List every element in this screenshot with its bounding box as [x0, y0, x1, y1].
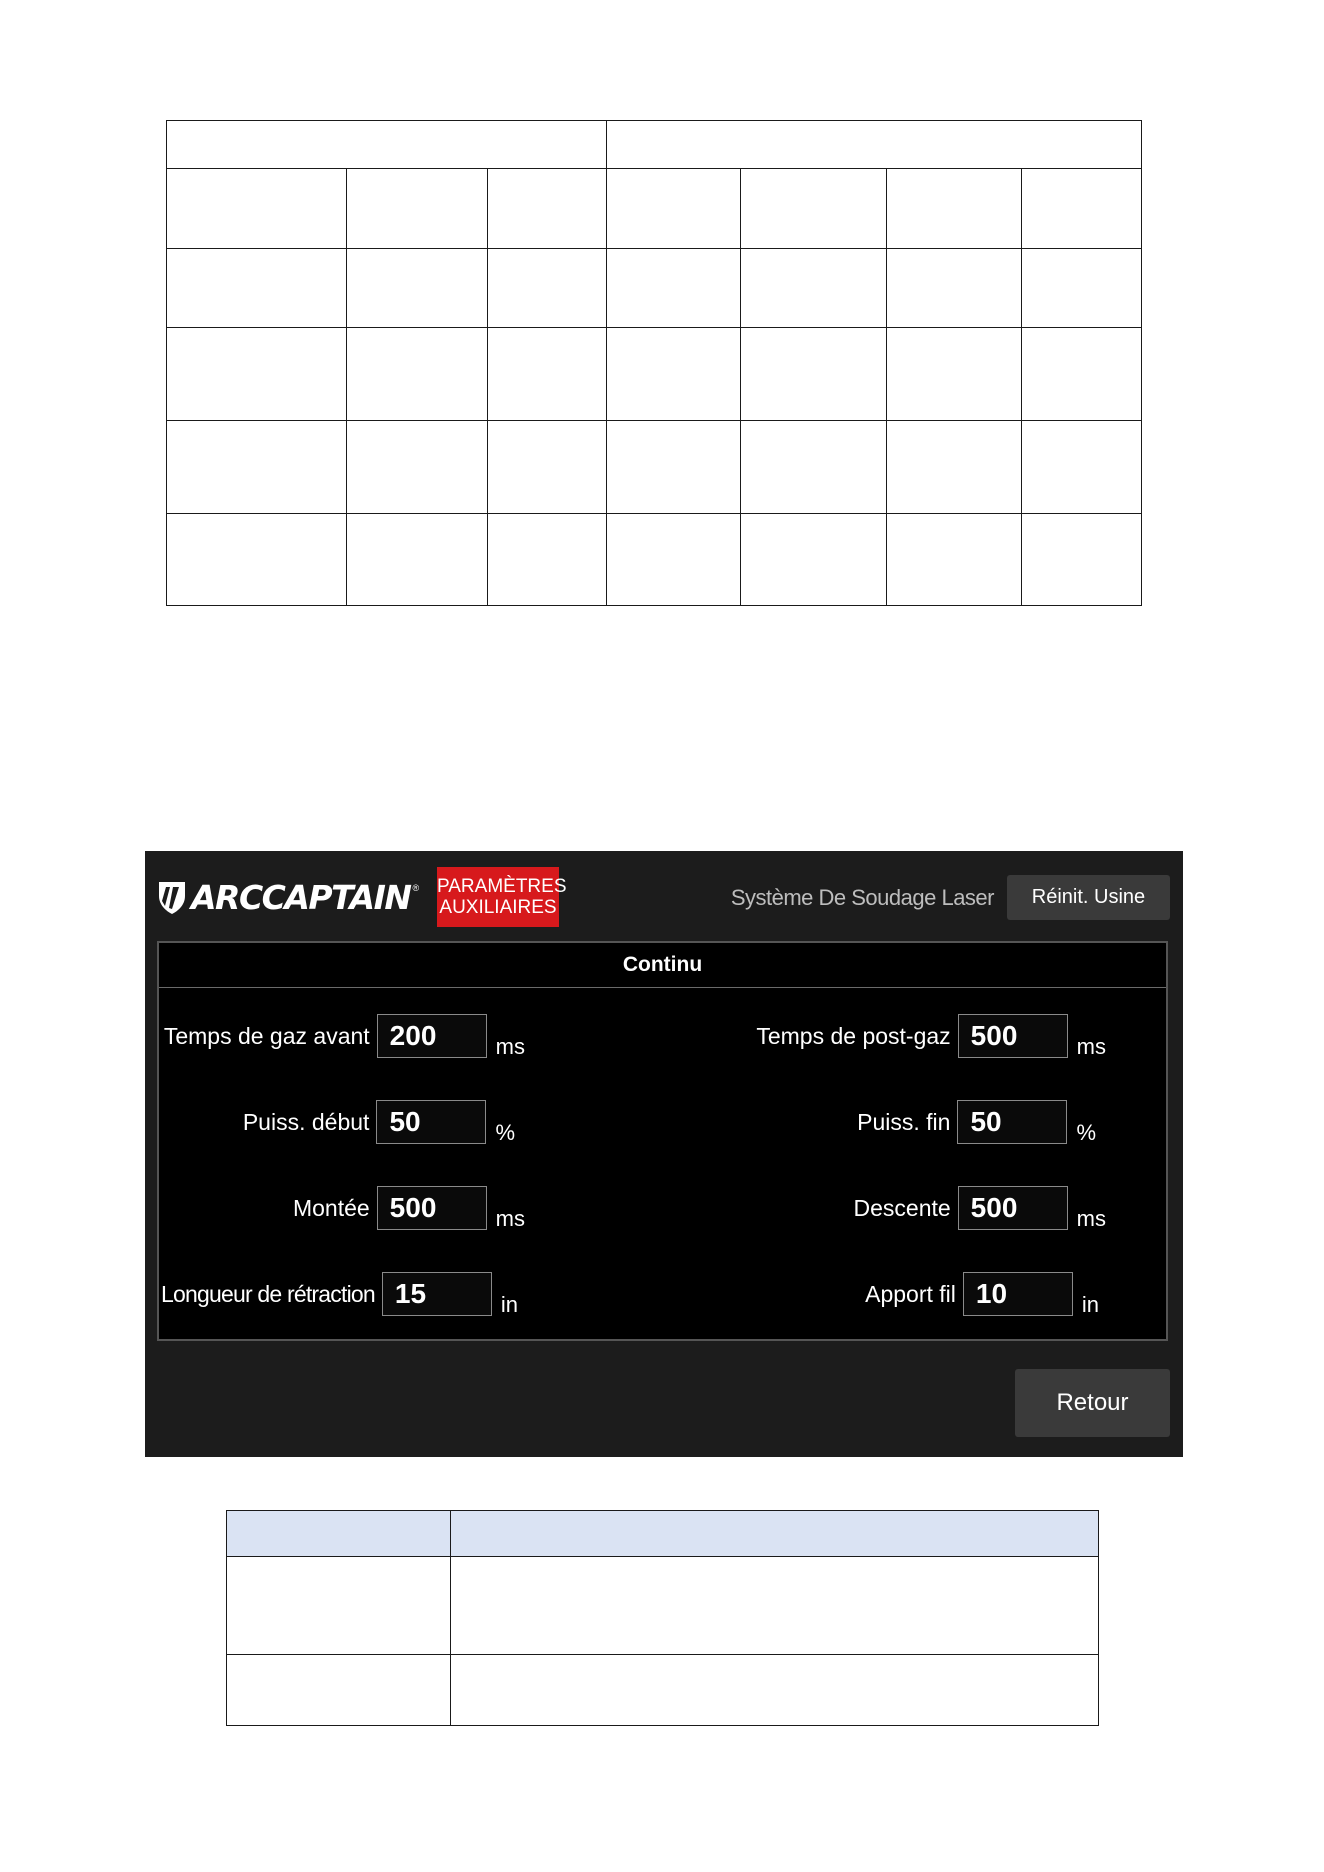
- table-row: [167, 249, 1142, 328]
- table-cell: [741, 169, 887, 249]
- param-ramp-down: [854, 1185, 1107, 1231]
- param-unit: in: [1081, 1292, 1099, 1317]
- param-label: Temps de gaz avant: [163, 1022, 370, 1049]
- param-value-field[interactable]: 500: [958, 1186, 1068, 1230]
- param-label: Puiss. début: [242, 1108, 370, 1135]
- table-cell: [607, 421, 741, 514]
- table-cell: [167, 121, 607, 169]
- param-unit: ms: [495, 1034, 525, 1059]
- table-cell: [607, 249, 741, 328]
- param-retraction-length: [161, 1271, 518, 1317]
- table-cell: [347, 169, 488, 249]
- param-unit: %: [1076, 1120, 1096, 1145]
- table-header-cell: [451, 1511, 1099, 1557]
- param-value-field[interactable]: 500: [958, 1014, 1068, 1058]
- table-row: [167, 169, 1142, 249]
- brand-logo: [157, 877, 419, 917]
- param-value-field[interactable]: 10: [963, 1272, 1073, 1316]
- param-label: Puiss. fin: [857, 1108, 951, 1135]
- back-button[interactable]: Retour: [1015, 1369, 1170, 1437]
- param-value-field[interactable]: 200: [377, 1014, 487, 1058]
- table-cell: [347, 328, 488, 421]
- param-unit: ms: [495, 1206, 525, 1231]
- param-unit: ms: [1076, 1034, 1106, 1059]
- mode-badge-line2: AUXILIAIRES: [439, 897, 557, 918]
- table-cell: [1022, 169, 1142, 249]
- table-header-row: [227, 1511, 1099, 1557]
- panel-title: Continu: [159, 943, 1166, 988]
- table-cell: [227, 1557, 451, 1655]
- mode-badge-line1: PARAMÈTRES: [437, 876, 567, 897]
- table-cell: [607, 514, 741, 606]
- param-unit: %: [495, 1120, 515, 1145]
- param-value-field[interactable]: 500: [377, 1186, 487, 1230]
- table-cell: [1022, 514, 1142, 606]
- table-cell: [167, 249, 347, 328]
- table-cell: [1022, 328, 1142, 421]
- table-cell: [167, 514, 347, 606]
- table-cell: [167, 169, 347, 249]
- param-label: Longueur de rétraction: [161, 1280, 375, 1307]
- table-cell: [227, 1655, 451, 1726]
- table-cell: [347, 249, 488, 328]
- table-cell: [167, 328, 347, 421]
- table-cell: [887, 249, 1022, 328]
- param-post-gas-time: [756, 1013, 1106, 1059]
- param-unit: ms: [1076, 1206, 1106, 1231]
- table-cell: [167, 421, 347, 514]
- table-cell: [488, 328, 607, 421]
- factory-reset-button[interactable]: Réinit. Usine: [1007, 875, 1170, 920]
- table-cell: [741, 249, 887, 328]
- top-table: [166, 120, 1142, 606]
- table-cell: [451, 1655, 1099, 1726]
- param-label: Descente: [853, 1194, 951, 1221]
- table-cell: [1022, 421, 1142, 514]
- table-row: [167, 514, 1142, 606]
- param-wire-feed: [865, 1271, 1099, 1317]
- table-cell: [607, 121, 1142, 169]
- param-end-power: [857, 1099, 1096, 1145]
- table-row: [227, 1655, 1099, 1726]
- table-cell: [741, 421, 887, 514]
- param-value-field[interactable]: 50: [376, 1100, 486, 1144]
- brand-name: ARCCAPTAIN: [191, 877, 411, 917]
- system-title: Système De Soudage Laser: [730, 885, 994, 910]
- table-cell: [887, 169, 1022, 249]
- table-row: [167, 121, 1142, 169]
- table-cell: [488, 249, 607, 328]
- table-cell: [741, 328, 887, 421]
- table-row: [167, 328, 1142, 421]
- param-value-field[interactable]: 50: [957, 1100, 1067, 1144]
- param-start-power: [243, 1099, 515, 1145]
- param-ramp-up: [293, 1185, 525, 1231]
- table-row: [227, 1557, 1099, 1655]
- table-cell: [887, 514, 1022, 606]
- table-cell: [488, 514, 607, 606]
- param-value-field[interactable]: 15: [382, 1272, 492, 1316]
- param-label: Montée: [292, 1194, 370, 1221]
- bottom-table: [226, 1510, 1099, 1726]
- table-cell: [887, 328, 1022, 421]
- table-cell: [347, 421, 488, 514]
- table-cell: [347, 514, 488, 606]
- table-cell: [607, 328, 741, 421]
- table-cell: [488, 169, 607, 249]
- table-row: [167, 421, 1142, 514]
- table-cell: [488, 421, 607, 514]
- param-unit: in: [500, 1292, 518, 1317]
- param-label: Temps de post-gaz: [756, 1022, 951, 1049]
- registered-mark: ®: [412, 883, 420, 893]
- param-pre-gas-time: [164, 1013, 525, 1059]
- table-header-cell: [227, 1511, 451, 1557]
- table-cell: [451, 1557, 1099, 1655]
- mode-badge: [437, 867, 567, 927]
- param-label: Apport fil: [865, 1280, 956, 1307]
- table-cell: [607, 169, 741, 249]
- shield-logo-icon: [157, 879, 187, 915]
- top-bar: [145, 851, 1183, 939]
- table-cell: [887, 421, 1022, 514]
- table-cell: [1022, 249, 1142, 328]
- table-cell: [741, 514, 887, 606]
- welding-ui-screenshot: [145, 851, 1183, 1457]
- parameters-panel: [157, 941, 1168, 1341]
